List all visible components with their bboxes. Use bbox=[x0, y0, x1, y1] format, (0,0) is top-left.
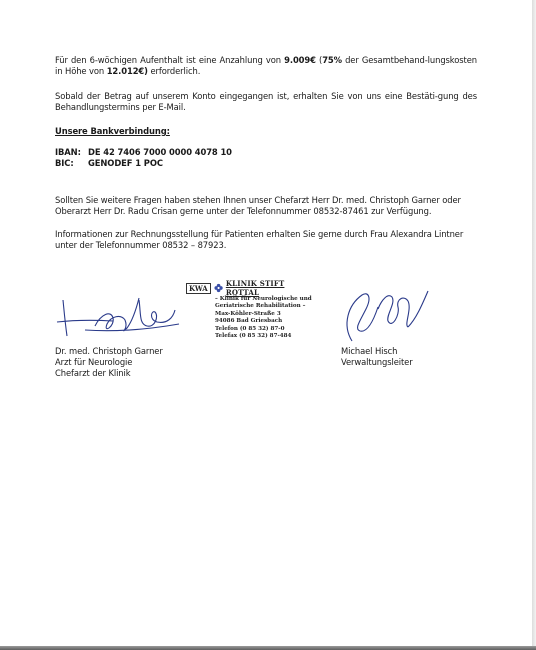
signature-left bbox=[55, 290, 185, 342]
bic-row bbox=[55, 158, 163, 169]
signatory-left-name: Dr. med. Christoph Garner bbox=[55, 346, 163, 356]
signatory-left bbox=[55, 346, 163, 379]
bank-heading: Unsere Bankverbindung: bbox=[55, 126, 170, 136]
page-edge-right bbox=[532, 0, 536, 650]
stamp-logo-row bbox=[186, 281, 298, 295]
signatory-right-name: Michael Hisch bbox=[341, 346, 398, 356]
iban-label: IBAN: bbox=[55, 147, 81, 157]
stamp-line-1: – Klinik für Neurologische und bbox=[215, 296, 312, 302]
payment-text-b: ( bbox=[315, 55, 323, 65]
stamp-logo: KWA bbox=[186, 283, 211, 294]
total-cost: 12.012€) bbox=[106, 66, 148, 76]
signatory-right-role: Verwaltungsleiter bbox=[341, 357, 413, 367]
signatory-left-role-1: Arzt für Neurologie bbox=[55, 357, 133, 367]
page-edge-bottom bbox=[0, 646, 536, 650]
iban-value: DE 42 7406 7000 0000 4078 10 bbox=[88, 147, 232, 157]
flower-icon bbox=[214, 282, 223, 294]
stamp-line-6: Telefax (0 85 32) 87-484 bbox=[215, 333, 292, 339]
deposit-amount: 9.009€ bbox=[284, 55, 316, 65]
bic-value: GENODEF 1 POC bbox=[88, 158, 163, 168]
stamp-line-2: Geriatrische Rehabilitation – bbox=[215, 303, 306, 309]
billing-paragraph: Informationen zur Rechnungsstellung für Patienten erhalten Sie gerne durch Frau Alexandra Lintner unter der Telefonnummer 08532 – 87923. bbox=[55, 229, 464, 250]
signatory-right bbox=[341, 346, 413, 368]
payment-paragraph bbox=[55, 55, 477, 77]
deposit-percent: 75% bbox=[322, 55, 342, 65]
payment-text-a: Für den 6-wöchigen Aufenthalt ist eine Anzahlung von bbox=[55, 55, 285, 65]
bic-label: BIC: bbox=[55, 158, 74, 168]
questions-paragraph: Sollten Sie weitere Fragen haben stehen Ihnen unser Chefarzt Herr Dr. med. Christoph Garner oder Oberarzt Herr Dr. Radu Crisan gerne unter der Telefonnummer 08532-87461 zur Verfügung. bbox=[55, 195, 461, 216]
confirmation-paragraph: Sobald der Betrag auf unserem Konto eingegangen ist, erhalten Sie von uns eine Bestäti-gung des Behandlungstermins per E-Mail. bbox=[55, 91, 477, 112]
payment-text-c: der Gesamtbehand-lungskosten in Höhe von bbox=[55, 55, 477, 76]
payment-text-d: erforderlich. bbox=[147, 66, 201, 76]
signature-right bbox=[338, 285, 438, 345]
signatory-left-role-2: Chefarzt der Klinik bbox=[55, 368, 131, 378]
stamp-line-5: Telefon (0 85 32) 87-0 bbox=[215, 326, 285, 332]
iban-row bbox=[55, 147, 232, 158]
stamp-line-4: 94086 Bad Griesbach bbox=[215, 318, 283, 324]
stamp-line-3: Max-Köhler-Straße 3 bbox=[215, 311, 281, 317]
stamp-clinic-name: KLINIK STIFT ROTTAL bbox=[225, 279, 285, 297]
clinic-stamp bbox=[186, 279, 312, 351]
